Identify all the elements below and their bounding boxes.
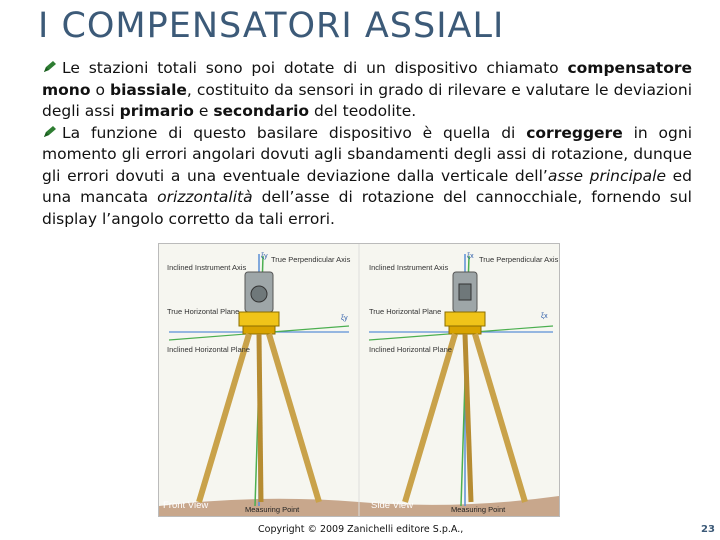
p1-bold-2: biassiale <box>110 80 187 99</box>
p1-text-4: e <box>193 102 214 120</box>
tripod-head-right <box>449 326 481 334</box>
page-number: 23 <box>701 524 715 535</box>
p1-bold-4: secondario <box>213 102 310 120</box>
tripod-leg-left-2 <box>269 334 319 502</box>
p2-bold-1: correggere <box>526 123 623 142</box>
p1-bold-1: compensatore mono <box>42 59 692 99</box>
paragraph-1 <box>42 58 692 123</box>
tripod-leg-right-1 <box>405 334 455 502</box>
label-inclined-axis-left <box>167 263 246 272</box>
telescope-left <box>251 286 267 302</box>
tripod-leg-right-3 <box>465 334 471 502</box>
axis-symbol-right-right: ξx <box>541 313 548 320</box>
p1-text-3: , costituito da sensori in grado di rilevare e valutare le deviazioni degli assi <box>42 80 693 120</box>
tripod-leg-right-2 <box>475 334 525 502</box>
axis-symbol-top-right: ξx <box>467 253 474 260</box>
tripod-leg-left-3 <box>259 334 261 502</box>
p1-bold-3: primario <box>119 102 194 120</box>
tripod-leg-left-1 <box>199 334 249 502</box>
body-text <box>42 58 692 230</box>
compensator-figure <box>158 243 560 517</box>
label-inclined-horizontal-right: Inclined Horizontal Plane <box>369 345 452 354</box>
label-inclined-horizontal-left: Inclined Horizontal Plane <box>167 345 250 354</box>
copyright-footer: Copyright © 2009 Zanichelli editore S.p.A., <box>258 524 464 535</box>
figure-illustration <box>159 244 559 516</box>
paragraph-2 <box>42 123 692 231</box>
slide-title: I COMPENSATORI ASSIALI <box>38 6 505 46</box>
p1-text-5: del teodolite. <box>309 102 417 120</box>
p1-text-2: o <box>90 80 110 99</box>
label-front-view: Front View <box>163 500 209 511</box>
tribrach-right <box>445 312 485 326</box>
side-view-panel <box>369 253 559 514</box>
label-true-horizontal-right: True Horizontal Plane <box>369 307 442 316</box>
inclined-axis-line1: Inclined Instrument Axis <box>167 263 247 272</box>
label-true-perp-right: True Perpendicular Axis <box>479 255 559 264</box>
axis-symbol-right-left: ξy <box>341 315 348 322</box>
p2-text-2: in ogni momento gli errori angolari dovuti agli sbandamenti degli assi di rotazione, dunque gli errori dovuti a una eventuale deviazione dalla verticale dell’ <box>42 123 693 185</box>
pencil-bullet-icon <box>42 125 58 139</box>
pencil-bullet-icon <box>42 60 58 74</box>
label-inclined-axis-right: Inclined Instrument Axis <box>369 263 449 272</box>
p2-text-1: La funzione di questo basilare dispositivo è quella di <box>62 123 527 142</box>
tripod-head-left <box>243 326 275 334</box>
front-view-panel <box>163 253 351 514</box>
p2-text-4: dell’asse di rotazione del cannocchiale, fornendo sul display l’angolo corretto da tali errori. <box>42 188 692 228</box>
p2-italic-2: orizzontalità <box>157 188 253 206</box>
axis-symbol-top-left: ξy <box>261 253 268 260</box>
p2-text-3: ed una mancata <box>42 166 692 206</box>
label-true-horizontal-left: True Horizontal Plane <box>167 307 240 316</box>
telescope-right <box>459 284 471 300</box>
label-measuring-point-left: Measuring Point <box>245 505 300 514</box>
label-true-perp-left: True Perpendicular Axis <box>271 255 351 264</box>
p1-text-1: Le stazioni totali sono poi dotate di un dispositivo chiamato <box>62 59 568 77</box>
p2-italic-1: asse principale <box>547 166 666 185</box>
label-side-view: Side View <box>371 500 414 511</box>
tribrach-left <box>239 312 279 326</box>
label-measuring-point-right: Measuring Point <box>451 505 506 514</box>
